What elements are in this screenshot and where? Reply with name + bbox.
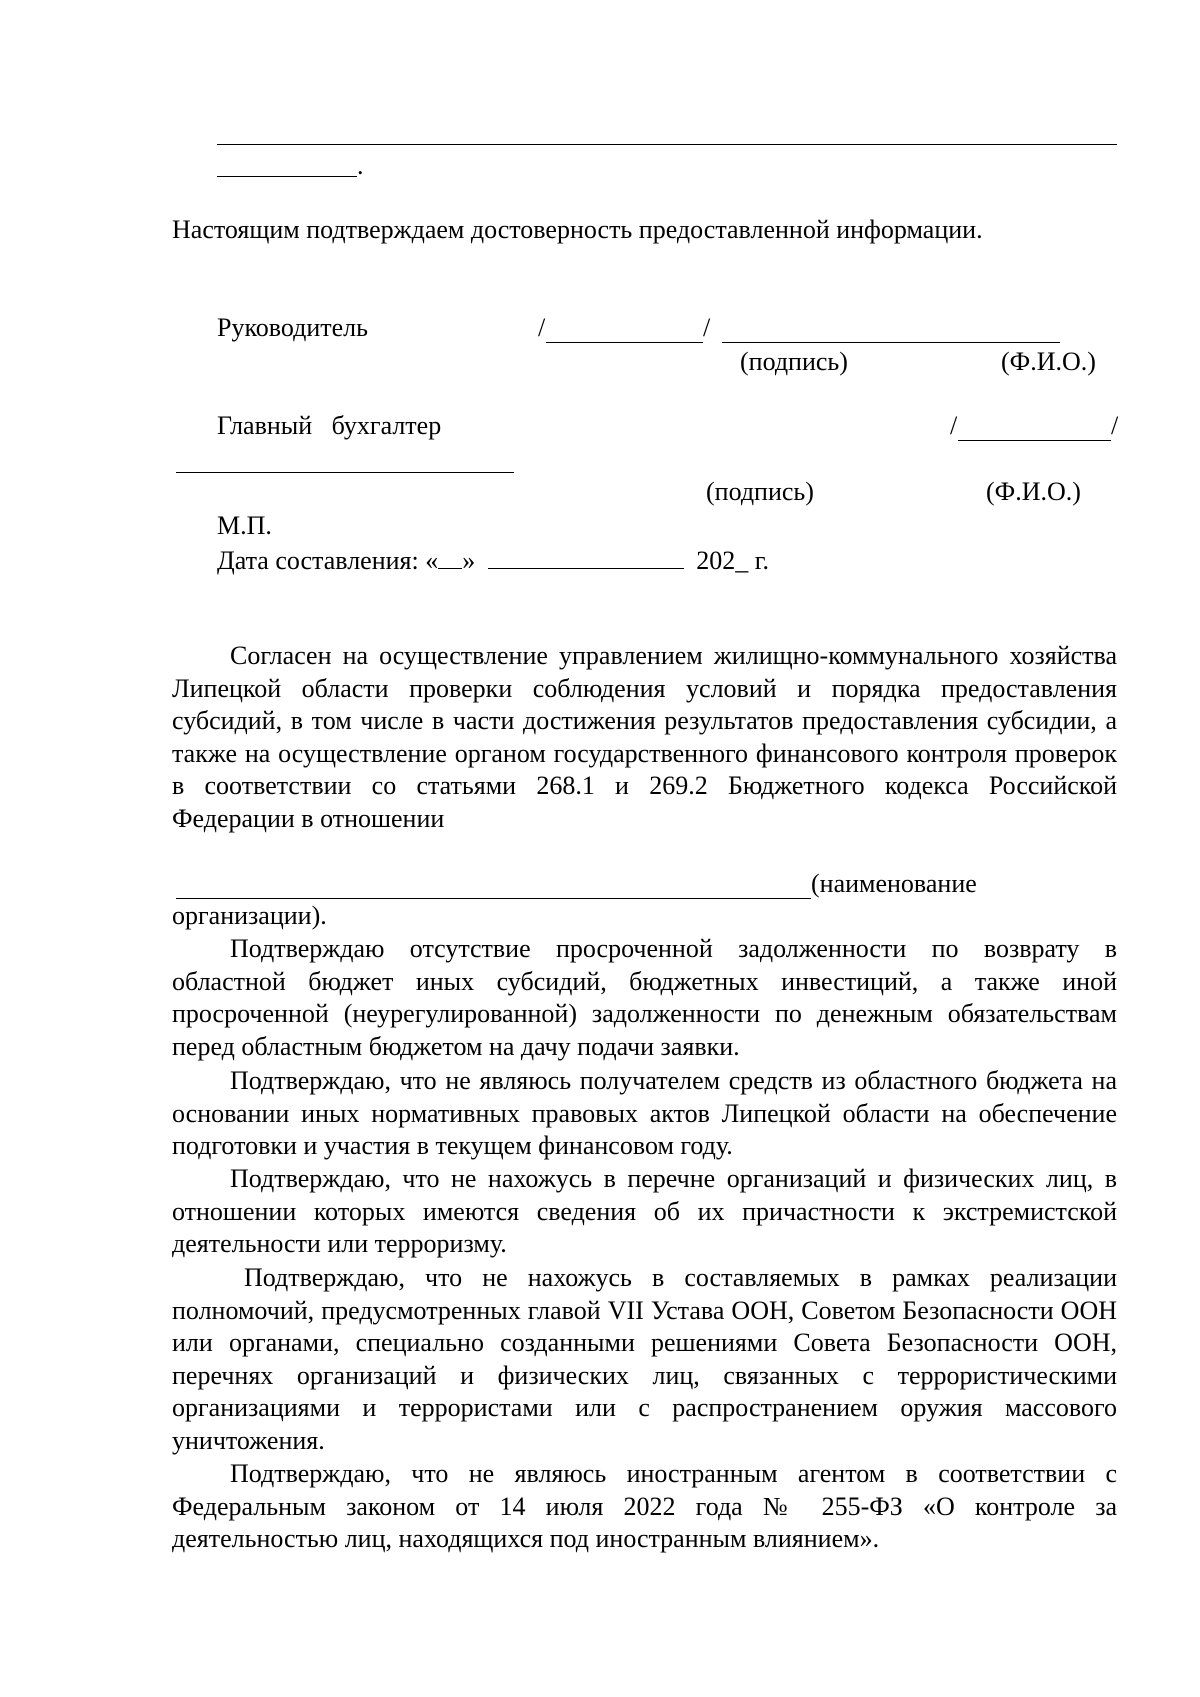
not-un-list-paragraph: Подтверждаю, что не нахожусь в составляемых в рамках реализации полномочий, предусмотренных главой VII Устава ООН, Советом Безопасности ООН или органами, специально созданными решениями Совета Безопасности ООН, перечнях организаций и физических лиц, связанных с террористическими организациями и террористами или с распространением оружия массового уничтожения. — [172, 1263, 1117, 1455]
date-close: » — [462, 546, 476, 575]
org-caption-b: организации). — [172, 901, 327, 930]
not-foreign-agent-paragraph: Подтверждаю, что не являюсь иностранным агентом в соответствии с Федеральным законом от 14 июля 2022 года № 255-ФЗ «О контроле за деятельностью лиц, находящихся под иностранным влиянием». — [172, 1459, 1117, 1554]
consent-paragraph: Согласен на осуществление управлением жилищно-коммунального хозяйства Липецкой области проверки соблюдения условий и порядка предоставления субсидий, в том числе в части достижения результатов предоставления субсидии, а также на осуществление органом государственного финансового контроля проверок в соответствии со статьями 268.1 и 269.2 Бюджетного кодекса Российской Федерации в отношении — [172, 641, 1117, 833]
accountant-fio-line — [176, 472, 514, 473]
accountant-label: Главный бухгалтер — [217, 411, 442, 440]
top-period: . — [357, 151, 364, 180]
date-year: 202_ г. — [696, 546, 769, 575]
org-name-line — [176, 898, 811, 899]
head-slash-left: / — [538, 313, 546, 342]
accountant-signature-line — [958, 440, 1111, 441]
top-fill-line-short — [217, 176, 357, 177]
not-recipient-paragraph: Подтверждаю, что не являюсь получателем средств из областного бюджета на основании иных нормативных правовых актов Липецкой области на обеспечение подготовки и участия в текущем финансовом году. — [172, 1066, 1117, 1161]
head-signature-line — [546, 342, 703, 343]
accountant-signature-caption: (подпись) — [706, 477, 814, 506]
stamp-label: М.П. — [217, 511, 272, 540]
date-row — [217, 542, 769, 577]
head-signature-caption: (подпись) — [740, 347, 848, 376]
date-label: Дата составления: « — [217, 546, 439, 575]
accountant-slash-left: / — [950, 411, 958, 440]
head-label: Руководитель — [217, 313, 368, 342]
head-fio-caption: (Ф.И.О.) — [1001, 347, 1096, 376]
no-debt-paragraph: Подтверждаю отсутствие просроченной задолженности по возврату в областной бюджет иных субсидий, бюджетных инвестиций, а также иной просроченной (неурегулированной) задолженности по денежным обязательствам перед областным бюджетом на дачу подачи заявки. — [172, 934, 1117, 1061]
date-day-line — [438, 542, 462, 569]
accountant-slash-right: / — [1111, 411, 1119, 440]
not-extremist-paragraph: Подтверждаю, что не нахожусь в перечне организаций и физических лиц, в отношении которых имеются сведения об их причастности к экстремистской деятельности или терроризму. — [172, 1164, 1117, 1259]
accountant-fio-caption: (Ф.И.О.) — [986, 477, 1081, 506]
org-caption-a: (наименование — [811, 869, 977, 898]
confirm-statement: Настоящим подтверждаем достоверность предоставленной информации. — [172, 215, 983, 244]
head-fio-line — [722, 342, 1060, 343]
date-month-line — [488, 542, 684, 569]
head-slash-right: / — [703, 313, 711, 342]
top-fill-line — [217, 144, 1117, 145]
